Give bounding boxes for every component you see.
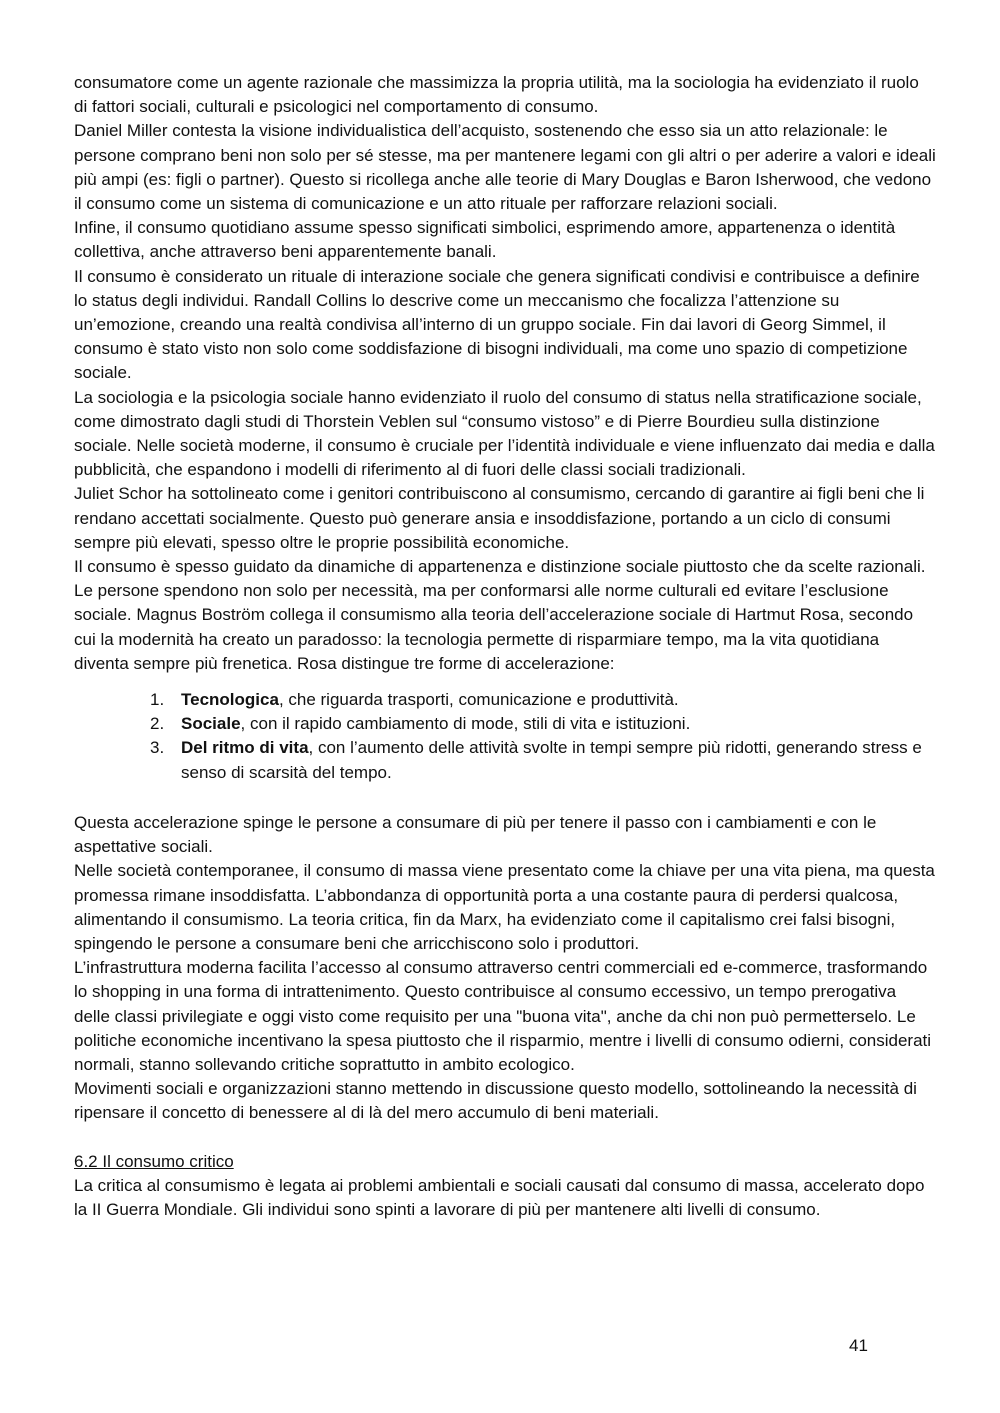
- page-number: 41: [849, 1336, 868, 1355]
- list-item-term: Tecnologica: [181, 690, 279, 710]
- list-item: [74, 688, 936, 712]
- paragraph: Movimenti sociali e organizzazioni stanno mettendo in discussione questo modello, sottolineando la necessità di ripensare il concetto di benessere al di là del mero accumulo di beni materiali.: [74, 1079, 917, 1123]
- list-item-term: Sociale: [181, 714, 241, 734]
- list-item-term: Del ritmo di vita: [181, 738, 309, 758]
- list-item-text: , che riguarda trasporti, comunicazione e produttività.: [278, 690, 679, 710]
- paragraph: consumatore come un agente razionale che massimizza la propria utilità, ma la sociologia ha evidenziato il ruolo di fattori sociali, culturali e psicologici nel comportamento di consumo.: [74, 73, 919, 117]
- list-item-text: , con l’aumento delle attività svolte in tempi sempre più ridotti, generando stress e senso di scarsità del tempo.: [181, 738, 922, 782]
- section-body: La critica al consumismo è legata ai problemi ambientali e sociali causati dal consumo di massa, accelerato dopo la II Guerra Mondiale. Gli individui sono spinti a lavorare di più per mantenere alti livelli di consumo.: [74, 1175, 925, 1219]
- section-title: 6.2 Il consumo critico: [74, 1151, 234, 1171]
- list-item-number: 3.: [150, 738, 165, 758]
- paragraph: Infine, il consumo quotidiano assume spesso significati simbolici, esprimendo amore, appartenenza o identità collettiva, anche attraverso beni apparentemente banali.: [74, 218, 896, 262]
- paragraph: Il consumo è spesso guidato da dinamiche di appartenenza e distinzione sociale piuttosto che da scelte razionali. Le persone spendono non solo per necessità, ma per conformarsi alle norme culturali ed evitare l’esclusione sociale. Magnus Boström collega il consumismo alla teoria dell’accelerazione sociale di Hartmut Rosa, secondo cui la modernità ha creato un paradosso: la tecnologia permette di risparmiare tempo, ma la vita quotidiana diventa sempre più frenetica. Rosa distingue tre forme di accelerazione:: [74, 557, 926, 673]
- paragraph: La sociologia e la psicologia sociale hanno evidenziato il ruolo del consumo di status nella stratificazione sociale, come dimostrato dagli studi di Thorstein Veblen sul “consumo vistoso” e di Pierre Bourdieu sulla distinzione sociale. Nelle società moderne, il consumo è cruciale per l’identità individuale e viene influenzato dai media e dalla pubblicità, che espandono i modelli di riferimento al di fuori delle classi sociali tradizionali.: [74, 387, 935, 480]
- list-item: [74, 712, 936, 736]
- body-text-before-list: [74, 71, 936, 676]
- paragraph: Daniel Miller contesta la visione individualistica dell’acquisto, sostenendo che esso sia un atto relazionale: le persone comprano beni non solo per sé stesse, ma per mantenere legami con gli altri o per aderire a valori e ideali più ampi (es: figli o partner). Questo si ricollega anche alle teorie di Mary Douglas e Baron Isherwood, che vedono il consumo come un sistema di comunicazione e un atto rituale per rafforzare relazioni sociali.: [74, 121, 936, 214]
- body-text-after-list: [74, 811, 936, 1126]
- paragraph: Il consumo è considerato un rituale di interazione sociale che genera significati condivisi e contribuisce a definire lo status degli individui. Randall Collins lo descrive come un meccanismo che focalizza l’attenzione su un’emozione, creando una realtà condivisa all’interno di un gruppo sociale. Fin dai lavori di Georg Simmel, il consumo è stato visto non solo come soddisfazione di bisogni individuali, ma come uno spazio di competizione sociale.: [74, 266, 920, 383]
- paragraph: Nelle società contemporanee, il consumo di massa viene presentato come la chiave per una vita piena, ma questa promessa rimane insoddisfatta. L’abbondanza di opportunità porta a una costante paura di perdersi qualcosa, alimentando il consumismo. La teoria critica, fin da Marx, ha evidenziato come il capitalismo crei falsi bisogni, spingendo le persone a consumare beni che arricchiscono solo i produttori.: [74, 861, 935, 953]
- list-item-number: 2.: [150, 714, 165, 734]
- section-critical-consumption: [74, 1150, 936, 1223]
- document-page: [74, 71, 936, 1222]
- paragraph: Juliet Schor ha sottolineato come i genitori contribuiscono al consumismo, cercando di garantire ai figli beni che li rendano accettati socialmente. Questo può generare ansia e insoddisfazione, portando a un ciclo di consumi sempre più elevati, spesso oltre le proprie possibilità economiche.: [74, 484, 925, 552]
- list-item: [74, 736, 936, 784]
- list-item-number: 1.: [150, 690, 165, 710]
- paragraph: Questa accelerazione spinge le persone a consumare di più per tenere il passo con i cambiamenti e con le aspettative sociali.: [74, 812, 877, 857]
- list-item-text: , con il rapido cambiamento di mode, stili di vita e istituzioni.: [240, 714, 691, 734]
- acceleration-list: [74, 688, 936, 785]
- paragraph: L’infrastruttura moderna facilita l’accesso al consumo attraverso centri commerciali ed e-commerce, trasformando lo shopping in una forma di intrattenimento. Questo contribuisce al consumo eccessivo, un tempo prerogativa delle classi privilegiate e oggi visto come requisito per una "buona vita", anche da chi non può permetterselo. Le politiche economiche incentivano la spesa piuttosto che il risparmio, mentre i livelli di consumo odierni, considerati normali, stanno sollevando critiche soprattutto in ambito ecologico.: [74, 958, 932, 1074]
